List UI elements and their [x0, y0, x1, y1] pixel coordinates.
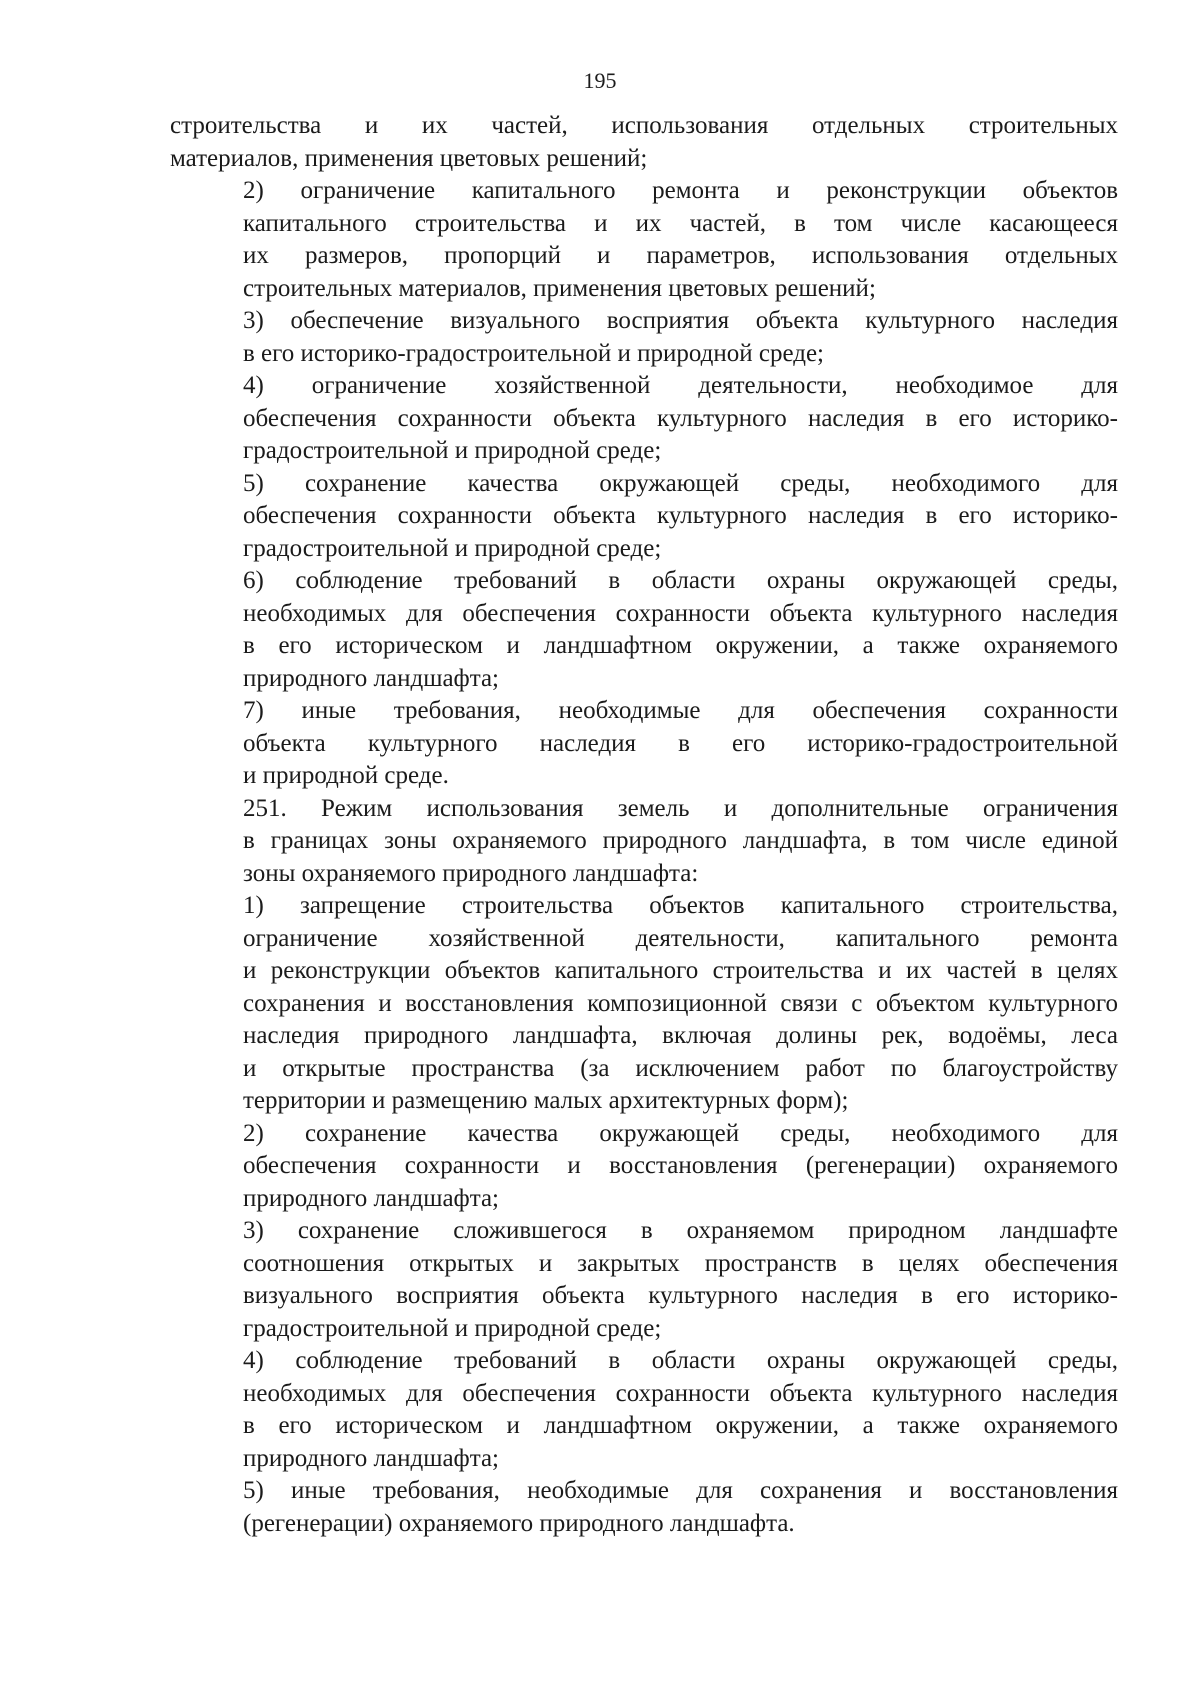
text-line: 2) сохранение качества окружающей среды, необходимого для: [243, 1119, 1118, 1147]
text-line: строительства и их частей, использования отдельных строительных: [170, 112, 1118, 139]
paragraph: [170, 175, 1118, 305]
text-line: 5) иные требования, необходимые для сохранения и восстановления: [243, 1477, 1118, 1504]
text-line: ограничение хозяйственной деятельности, капитального ремонта: [243, 924, 1118, 952]
text-line: природного ландшафта;: [243, 1184, 500, 1212]
text-line: 4) ограничение хозяйственной деятельности, необходимое для: [243, 372, 1118, 399]
text-line: капитального строительства и их частей, в том числе касающееся: [243, 209, 1118, 237]
text-line: сохранения и восстановления композиционной связи с объектом культурного: [243, 989, 1118, 1017]
paragraph: [170, 793, 1118, 891]
text-line: объекта культурного наследия в его историко-градостроительной: [243, 729, 1118, 757]
text-line: природного ландшафта;: [243, 664, 500, 692]
text-line: градостроительной и природной среде;: [243, 1314, 662, 1342]
text-line: и реконструкции объектов капитального строительства и их частей в целях: [243, 957, 1118, 984]
text-line: и природной среде.: [243, 762, 449, 789]
paragraph: [170, 110, 1118, 175]
text-line: в его историческом и ландшафтном окружении, а также охраняемого: [243, 632, 1118, 659]
paragraph: [170, 1118, 1118, 1216]
text-line: 3) обеспечение визуального восприятия объекта культурного наследия: [243, 307, 1118, 334]
text-line: их размеров, пропорций и параметров, использования отдельных: [243, 242, 1118, 269]
text-line: в границах зоны охраняемого природного ландшафта, в том числе единой: [243, 827, 1118, 854]
text-line: обеспечения сохранности и восстановления (регенерации) охраняемого: [243, 1152, 1118, 1179]
page-number: 195: [583, 68, 617, 93]
text-line: зоны охраняемого природного ландшафта:: [243, 859, 699, 887]
paragraph: [170, 468, 1118, 566]
text-line: 1) запрещение строительства объектов капитального строительства,: [243, 892, 1118, 919]
text-line: 4) соблюдение требований в области охраны окружающей среды,: [243, 1347, 1118, 1374]
paragraph: [170, 1215, 1118, 1345]
paragraph: [170, 890, 1118, 1118]
text-line: 2) ограничение капитального ремонта и реконструкции объектов: [243, 177, 1118, 204]
paragraph: [170, 1475, 1118, 1540]
text-line: соотношения открытых и закрытых пространств в целях обеспечения: [243, 1249, 1118, 1277]
text-line: необходимых для обеспечения сохранности объекта культурного наследия: [243, 599, 1118, 627]
paragraph: [170, 370, 1118, 468]
paragraph: [170, 1345, 1118, 1475]
text-line: обеспечения сохранности объекта культурного наследия в его историко-: [243, 502, 1118, 529]
text-line: 251. Режим использования земель и дополнительные ограничения: [243, 794, 1118, 822]
text-line: обеспечения сохранности объекта культурного наследия в его историко-: [243, 404, 1118, 432]
text-line: 5) сохранение качества окружающей среды, необходимого для: [243, 469, 1118, 497]
text-line: материалов, применения цветовых решений;: [170, 144, 648, 172]
text-line: территории и размещению малых архитектурных форм);: [243, 1087, 849, 1114]
text-line: визуального восприятия объекта культурного наследия в его историко-: [243, 1282, 1118, 1309]
text-line: в его историческом и ландшафтном окружении, а также охраняемого: [243, 1412, 1118, 1439]
paragraph: [170, 565, 1118, 695]
text-line: 6) соблюдение требований в области охраны окружающей среды,: [243, 567, 1118, 594]
text-line: наследия природного ландшафта, включая долины рек, водоёмы, леса: [243, 1022, 1118, 1049]
text-line: 7) иные требования, необходимые для обеспечения сохранности: [243, 697, 1118, 724]
text-line: необходимых для обеспечения сохранности объекта культурного наследия: [243, 1379, 1118, 1407]
text-line: градостроительной и природной среде;: [243, 437, 662, 464]
text-line: (регенерации) охраняемого природного ландшафта.: [243, 1509, 795, 1537]
paragraph: [170, 695, 1118, 793]
document-body: [170, 110, 1118, 1540]
text-line: в его историко-градостроительной и природной среде;: [243, 339, 825, 367]
text-line: и открытые пространства (за исключением работ по благоустройству: [243, 1054, 1118, 1082]
text-line: 3) сохранение сложившегося в охраняемом природном ландшафте: [243, 1217, 1118, 1244]
text-line: природного ландшафта;: [243, 1444, 500, 1472]
text-line: градостроительной и природной среде;: [243, 534, 662, 562]
text-line: строительных материалов, применения цветовых решений;: [243, 274, 876, 302]
paragraph: [170, 305, 1118, 370]
